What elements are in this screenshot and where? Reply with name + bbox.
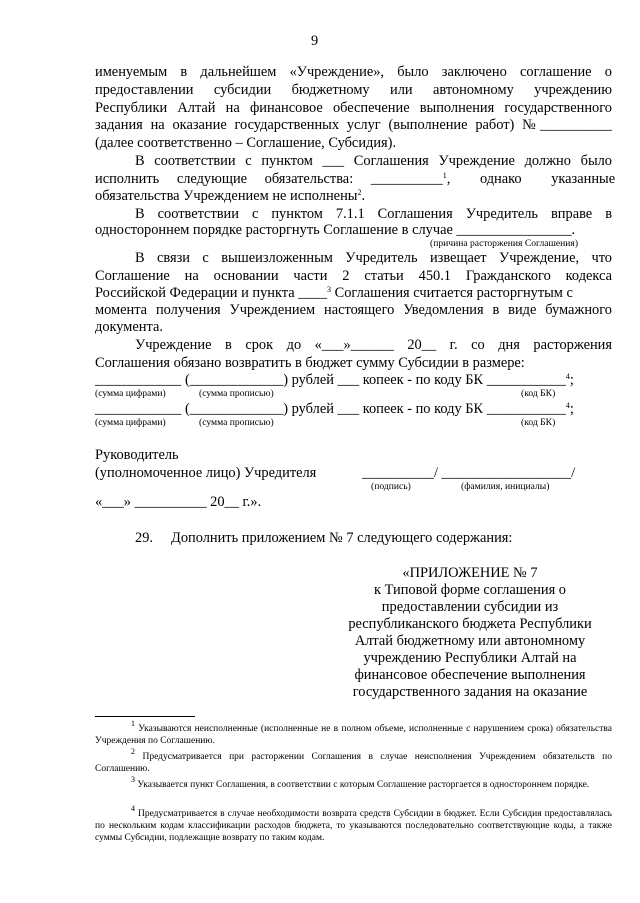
amount-row-2-caption-digits: (сумма цифрами) — [95, 417, 166, 428]
appendix-line: республиканского бюджета Республики — [348, 616, 592, 632]
appendix-line: Алтай бюджетному или автономному — [354, 633, 586, 649]
para1-line4: задания на оказание государственных услуг (выполнение работ) №__________ — [95, 117, 612, 133]
signature-caption-name: (фамилия, инициалы) — [461, 481, 550, 492]
footnote-2 — [95, 747, 613, 775]
para2-line2-end: , однако указанные — [446, 171, 616, 187]
item29-text: Дополнить приложением № 7 следующего содержания: — [171, 530, 513, 546]
para4-line3 — [95, 285, 612, 302]
footnote-2-text: Предусматривается при расторжении Соглашения в случае неисполнения Учреждением обязательств по Соглашению. — [95, 752, 613, 775]
amount-row-1-text: ____________ (_____________) рублей ___ копеек - по коду БК ___________ — [95, 372, 566, 388]
signature-head-line1: Руководитель — [95, 447, 179, 463]
para2-line2-start: исполнить следующие обязательства: __________ — [95, 171, 443, 187]
footnote-4-mark: 4 — [131, 804, 135, 813]
amount-row-2-caption-code: (код БК) — [521, 417, 556, 428]
para2-line3-dot: . — [361, 188, 366, 204]
para2-line2 — [95, 171, 616, 188]
footnote-4-text: Предусматривается в случае необходимости возврата средств Субсидии в бюджет. Если Субсидия предоставлялась по нескольким кодам классификации расходов бюджета, то указываются последовательно соответствующие коды, а также суммы Субсидии, подлежащие возврату по таким кодам. — [95, 809, 612, 844]
signature-head-line2: (уполномоченное лицо) Учредителя — [95, 465, 317, 481]
para3-line1: В соответствии с пунктом 7.1.1 Соглашения Учредитель вправе в — [135, 206, 612, 222]
amount-row-2-caption-words: (сумма прописью) — [199, 417, 274, 428]
para2-line3-text: обязательства Учреждением не исполнены — [95, 188, 358, 204]
item29-number: 29. — [135, 530, 153, 546]
para1-line1: именуемым в дальнейшем «Учреждение», было заключено соглашение о — [95, 64, 612, 80]
para2-line1: В соответствии с пунктом ___ Соглашения Учреждение должно было — [135, 153, 612, 169]
appendix-line: учреждению Республики Алтай на — [363, 650, 577, 666]
amount-row-1-caption-code: (код БК) — [521, 388, 556, 399]
appendix-line: к Типовой форме соглашения о — [373, 582, 566, 598]
para1-line3: Республики Алтай на финансовое обеспечение выполнения государственного — [95, 100, 612, 116]
footnote-ref-3: 3 — [327, 285, 332, 294]
footnote-ref-1: 1 — [442, 171, 447, 180]
para1-line5: (далее соответственно – Соглашение, Субсидия). — [95, 135, 397, 151]
footnote-separator — [95, 716, 195, 717]
footnote-3-text: Указывается пункт Соглашения, в соответствии с которым Соглашение расторгается в одностороннем порядке. — [137, 780, 590, 790]
appendix-line: государственного задания на оказание — [352, 684, 588, 700]
para4-line3-end: Соглашения считается расторгнутым с — [331, 285, 573, 301]
para3-line2: одностороннем порядке расторгнуть Соглашение в случае ________________. — [95, 222, 576, 238]
amount-row-2-end: ; — [569, 401, 574, 417]
footnote-2-mark: 2 — [131, 747, 135, 756]
amount-row-2 — [95, 401, 574, 418]
page-number: 9 — [311, 33, 319, 49]
footnote-4 — [95, 804, 612, 845]
reason-caption: (причина расторжения Соглашения) — [430, 238, 579, 249]
appendix-line: финансовое обеспечение выполнения — [354, 667, 586, 683]
footnote-1-text: Указываются неисполненные (исполненные не в полном объеме, исполненные с нарушением срока) обязательства Учреждения по Соглашению. — [95, 724, 612, 747]
appendix-line: предоставлении субсидии из — [381, 599, 559, 615]
footnote-1 — [95, 719, 612, 747]
para5-line1: Учреждение в срок до «___»______ 20__ г. со дня расторжения — [135, 337, 612, 353]
footnote-ref-4b: 4 — [565, 401, 570, 410]
para4-line3-start: Российской Федерации и пункта ____ — [95, 285, 328, 301]
footnote-1-mark: 1 — [131, 719, 135, 728]
para4-line4: момента получения Учреждением настоящего Уведомления в виде бумажного — [95, 302, 612, 318]
para1-line2: предоставлении субсидии бюджетному или автономному учреждению — [95, 82, 612, 98]
footnote-ref-2: 2 — [357, 188, 362, 197]
amount-row-1-caption-digits: (сумма цифрами) — [95, 388, 166, 399]
footnote-3 — [95, 775, 612, 791]
para5-line2: Соглашения обязано возвратить в бюджет сумму Субсидии в размере: — [95, 355, 525, 371]
signature-fill: __________/ __________________/ — [362, 465, 576, 481]
signature-caption-sign: (подпись) — [371, 481, 411, 492]
amount-row-1-caption-words: (сумма прописью) — [199, 388, 274, 399]
para4-line5: документа. — [95, 319, 163, 335]
footnote-3-mark: 3 — [131, 775, 135, 784]
appendix-title: «ПРИЛОЖЕНИЕ № 7 — [402, 565, 538, 581]
amount-row-2-text: ____________ (_____________) рублей ___ копеек - по коду БК ___________ — [95, 401, 566, 417]
para4-line1: В связи с вышеизложенным Учредитель извещает Учреждение, что — [135, 250, 612, 266]
para2-line3 — [95, 188, 365, 205]
footnote-ref-4: 4 — [565, 372, 570, 381]
amount-row-1 — [95, 372, 574, 389]
amount-row-1-end: ; — [569, 372, 574, 388]
signature-date: «___» __________ 20__ г.». — [95, 494, 262, 510]
para4-line2: Соглашение на основании части 2 статьи 450.1 Гражданского кодекса — [95, 268, 612, 284]
